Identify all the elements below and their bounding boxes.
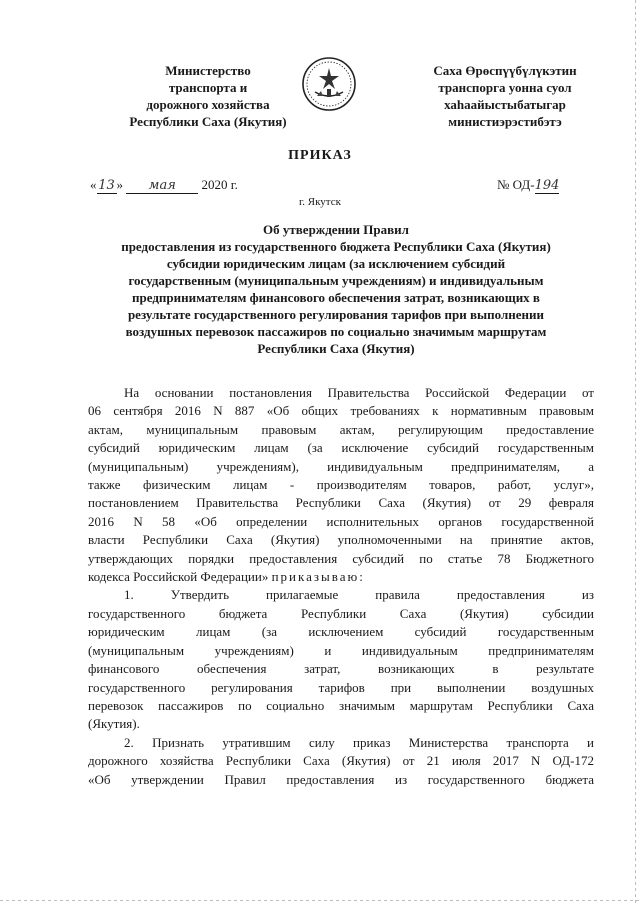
order-title: ПРИКАЗ: [288, 148, 352, 163]
body-line: 1. Утвердить прилагаемые правила предоставления из: [124, 587, 594, 603]
body-line: финансового обеспечения затрат, возникающих в результате: [88, 661, 594, 677]
body-line: государственного бюджета Республики Саха (Якутия) субсидии: [88, 605, 594, 621]
ministry-name-line: министиэрэстибэтэ: [448, 114, 562, 129]
body-line: (муниципальным учреждениям) и индивидуальным предпринимателям: [88, 642, 594, 658]
order-number: [497, 177, 559, 194]
body-line: «Об утверждении Правил предоставления из государственного бюджета: [88, 771, 594, 787]
subject-line: результате государственного регулирования тарифов при выполнении: [127, 307, 545, 322]
ministry-name-line: транспорга уонна суол: [438, 80, 572, 95]
body-line: [88, 568, 594, 586]
ministry-name-yakut: [405, 62, 605, 130]
order-subject: [96, 221, 576, 357]
body-line: перевозок пассажиров по социально значимым маршрутам Республики Саха: [88, 697, 594, 713]
ministry-name-line: транспорта и: [168, 80, 248, 95]
order-directive: приказываю:: [271, 569, 365, 585]
body-line: также физическим лицам - производителям товаров, работ, услуг»,: [88, 477, 594, 493]
body-line: государственного регулирования тарифов при выполнении воздушных: [88, 679, 594, 695]
date-quote-close: »: [116, 177, 123, 192]
subject-line: предпринимателям финансового обеспечения затрат, возникающих в: [132, 290, 540, 305]
body-line: На основании постановления Правительства Российской Федерации от: [124, 385, 594, 400]
body-line-prefix: кодекса Российской Федерации»: [88, 569, 269, 585]
subject-line: предоставления из государственного бюджета Республики Саха (Якутия): [121, 239, 551, 254]
body-line: (Якутия).: [88, 716, 140, 732]
subject-line: государственным (муниципальным учреждениям) и индивидуальным: [128, 273, 544, 288]
ministry-name-line: Министерство: [165, 63, 251, 78]
body-line: дорожного хозяйства Республики Саха (Якутия) от 21 июля 2017 N ОД-172: [88, 753, 594, 769]
order-body: [88, 384, 594, 789]
body-line: (муниципальным) учреждениям), индивидуальным предпринимателям, а: [88, 458, 594, 474]
ministry-name-line: дорожного хозяйства: [146, 97, 270, 112]
order-number-handwritten: 194: [534, 178, 560, 193]
body-line: власти Республики Саха (Якутия) уполномоченными на принятие актов,: [88, 532, 594, 548]
body-line: актам, муниципальным правовым актам, регулирующим предоставление: [88, 421, 594, 437]
body-line: 06 сентября 2016 N 887 «Об общих требованиях к нормативным правовым: [88, 403, 594, 419]
body-line: субсидий юридическим лицам (за исключение субсидий государственным: [88, 440, 594, 456]
body-line: юридическим лицам (за исключением субсидий государственным: [88, 624, 594, 640]
date-year: 2020 г.: [201, 177, 238, 192]
ministry-name-line: Республики Саха (Якутия): [129, 114, 287, 129]
order-date: [90, 177, 238, 194]
subject-line: воздушных перевозок пассажиров по социально значимым маршрутам: [125, 324, 547, 339]
body-line: 2. Признать утратившим силу приказ Министерства транспорта и: [124, 734, 594, 750]
body-line: 2016 N 58 «Об определении исполнительных органов государственной: [88, 513, 594, 529]
ministry-name-line: хаһаайыстыбатыгар: [444, 97, 566, 112]
ministry-name-russian: [108, 62, 308, 130]
date-month-handwritten: мая: [126, 178, 198, 194]
subject-line: субсидии юридическим лицам (за исключением субсидий: [166, 256, 506, 271]
body-line: утверждающих порядки предоставления субсидий по статье 78 Бюджетного: [88, 550, 594, 566]
order-number-label: № ОД-: [497, 177, 535, 192]
order-city: г. Якутск: [299, 196, 341, 208]
ministry-name-line: Саха Өрөспүүбүлүкэтин: [433, 63, 577, 78]
coat-of-arms-icon: [301, 56, 357, 112]
subject-line: Об утверждении Правил: [263, 222, 409, 237]
scan-edge-right: [635, 0, 636, 905]
subject-line: Республики Саха (Якутия): [257, 341, 415, 356]
date-quote-open: «: [90, 177, 97, 192]
body-line: постановлением Правительства Республики Саха (Якутия) от 29 февраля: [88, 495, 594, 511]
date-day-handwritten: 13: [98, 178, 115, 193]
scan-edge-bottom: [0, 900, 640, 901]
